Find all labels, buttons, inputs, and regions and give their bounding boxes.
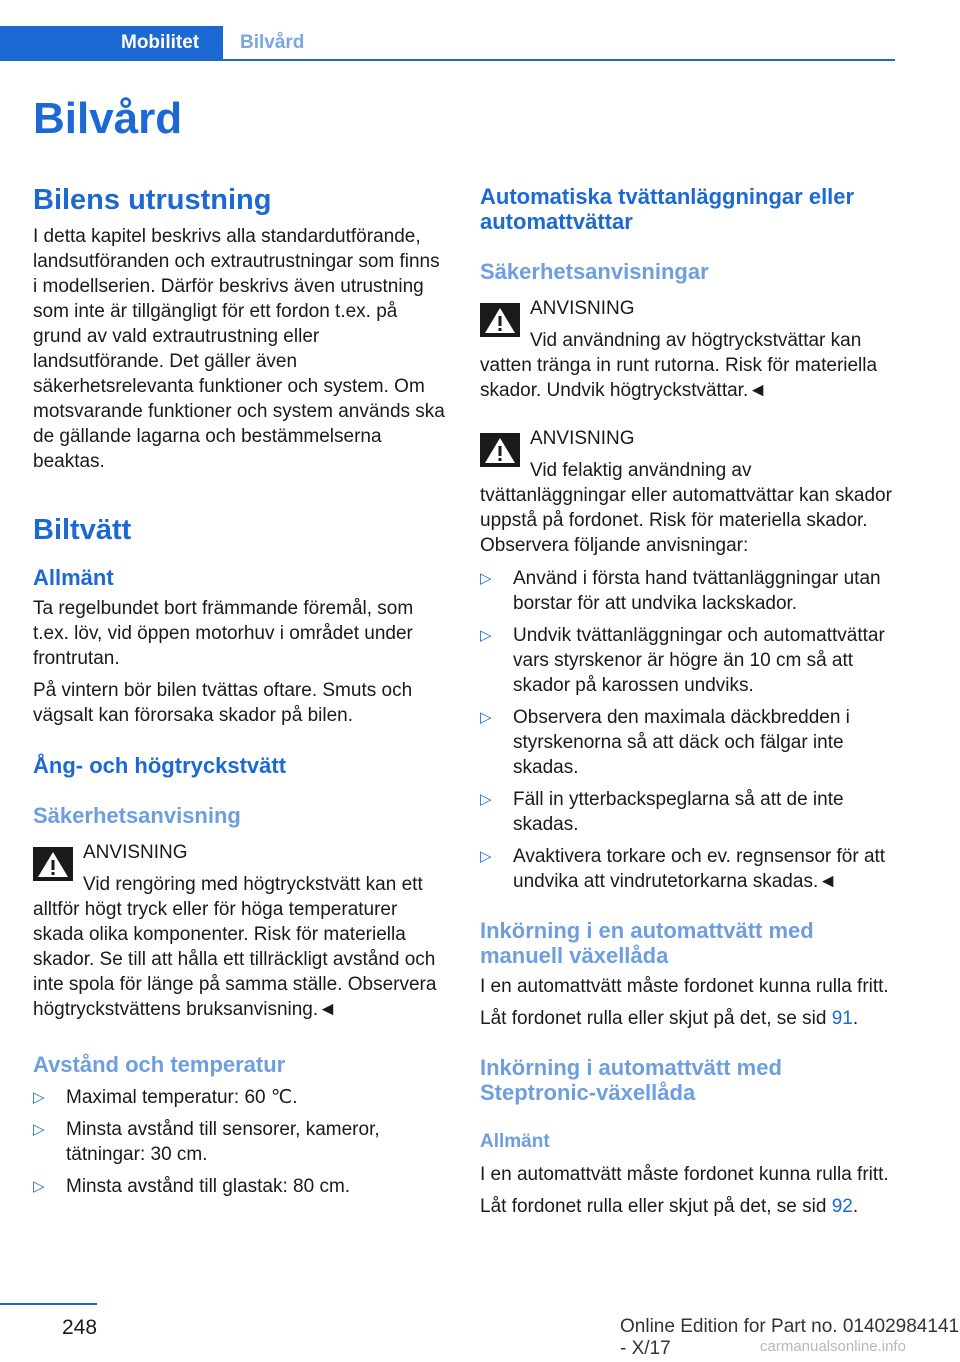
list-item: ▷ Använd i första hand tvättanläggningar utan borstar för att undvika lackskador. xyxy=(480,568,881,614)
list-item: ▷ Fäll in ytterbackspeglarna så att de inte skadas. xyxy=(480,789,844,835)
warning-label: ANVISNING xyxy=(83,841,188,863)
list-item: ▷ Minsta avstånd till sensorer, kameror, tätningar: 30 cm. xyxy=(33,1118,380,1165)
paragraph-steptronic-1: I en automattvätt måste fordonet kunna rulla fritt. xyxy=(480,1164,889,1185)
page-number: 248 xyxy=(62,1316,98,1339)
tab-mobilitet[interactable]: Mobilitet xyxy=(0,26,223,61)
list-item: ▷ Avaktivera torkare och ev. regnsensor för att undvika att vindrutetorkarna skadas.◄ xyxy=(480,846,886,892)
watermark: carmanualsonline.info xyxy=(760,1338,906,1355)
list-anvisningar xyxy=(480,566,895,894)
heading-bilens-utrustning: Bilens utrustning xyxy=(33,184,272,216)
top-navigation xyxy=(0,0,960,62)
warning-label: ANVISNING xyxy=(530,298,635,319)
warning-triangle-icon xyxy=(33,847,73,881)
triangle-right-bullet-icon: ▷ xyxy=(480,791,492,808)
right-column xyxy=(480,184,895,1219)
warning-triangle-icon xyxy=(480,433,520,467)
warning-notice xyxy=(33,840,448,1022)
warning-notice-1 xyxy=(480,296,895,403)
paragraph-biltvatt-1: Ta regelbundet bort främmande föremål, som t.ex. löv, vid öppen motorhuv i området under frontrutan. xyxy=(33,597,414,669)
list-item: ▷ Maximal temperatur: 60 ℃. xyxy=(33,1086,298,1108)
list-avstand xyxy=(33,1085,448,1199)
paragraph-biltvatt-2: På vintern bör bilen tvättas oftare. Smuts och vägsalt kan förorsaka skador på bilen. xyxy=(33,679,413,726)
triangle-right-bullet-icon: ▷ xyxy=(33,1120,45,1138)
edition-text: Online Edition for Part no. 01402984141 - X/17 xyxy=(620,1316,960,1359)
heading-sakerhetsanvisning: Säkerhetsanvisning xyxy=(33,802,241,828)
warning-text: Vid användning av högtryckstvättar kan vatten tränga in runt rutorna. Risk för materiella skador. Undvik högtryckstvättar.◄ xyxy=(480,330,878,401)
triangle-right-bullet-icon: ▷ xyxy=(480,570,492,587)
warning-text: Vid felaktig användning av tvättanläggningar eller automattvättar kan skador uppstå på fordonet. Risk för materiella skador. Observera följande anvisningar: xyxy=(480,460,892,556)
heading-automatiska-tvattanlaggningar: Automatiska tvättanläggningar eller automattvättar xyxy=(480,184,855,234)
nav-rule xyxy=(0,59,895,61)
heading-ang-hogtryck: Ång- och högtryckstvätt xyxy=(33,752,287,778)
heading-allmant-steptronic: Allmänt xyxy=(480,1131,550,1152)
warning-label: ANVISNING xyxy=(530,428,635,449)
footer-rule xyxy=(0,1303,97,1305)
page-link-91[interactable]: 91 xyxy=(831,1008,853,1029)
warning-triangle-icon xyxy=(480,303,520,337)
heading-avstand-temperatur: Avstånd och temperatur xyxy=(33,1051,286,1077)
heading-steptronic: Inkörning i automattvätt med Steptronic-växellåda xyxy=(480,1055,782,1105)
heading-biltvatt: Biltvätt xyxy=(33,514,132,547)
page-link-92[interactable]: 92 xyxy=(831,1196,853,1217)
triangle-right-bullet-icon: ▷ xyxy=(480,848,492,865)
paragraph-manuell-1: I en automattvätt måste fordonet kunna rulla fritt. xyxy=(480,976,889,997)
list-item: ▷ Observera den maximala däckbredden i styrskenorna så att däck och fälgar inte skadas. xyxy=(480,707,850,778)
warning-notice-2 xyxy=(480,426,895,558)
heading-manuell-vaxellada: Inkörning i en automattvätt med manuell växellåda xyxy=(480,918,814,968)
triangle-right-bullet-icon: ▷ xyxy=(33,1177,45,1195)
paragraph-steptronic-2: Låt fordonet rulla eller skjut på det, se sid 92. xyxy=(480,1196,859,1217)
list-item: ▷ Minsta avstånd till glastak: 80 cm. xyxy=(33,1175,351,1197)
triangle-right-bullet-icon: ▷ xyxy=(480,709,492,726)
paragraph-manuell-2: Låt fordonet rulla eller skjut på det, se sid 91. xyxy=(480,1008,859,1029)
heading-allmant: Allmänt xyxy=(33,564,114,590)
triangle-right-bullet-icon: ▷ xyxy=(33,1088,45,1106)
warning-text: Vid rengöring med högtryckstvätt kan ett alltför högt tryck eller för höga temperaturer skada olika komponenter. Risk för materiella skador. Se till att hålla ett tillräckligt avstånd och inte spola för länge på samma ställe. Observera högtryckstvättens bruksanvisning.◄ xyxy=(33,873,437,1020)
page-title: Bilvård xyxy=(33,94,183,143)
list-item: ▷ Undvik tvättanläggningar och automattvättar vars styrskenor är högre än 10 cm så att skador på karossen undviks. xyxy=(480,625,885,696)
left-column xyxy=(33,182,448,1206)
paragraph-utrustning: I detta kapitel beskrivs alla standardutförande, landsutföranden och extrautrustningar som finns i modellserien. Därför beskrivs även utrustning som inte är tillgängligt för ett fordon t.ex. på grund av vald extrautrustning eller landsutförande. Det gäller även säkerhetsrelevanta funktioner och system. Om motsvarande funktioner och system används ska de gällande lagarna och bestämmelserna beaktas. xyxy=(33,226,445,473)
triangle-right-bullet-icon: ▷ xyxy=(480,627,492,644)
tab-bilvard[interactable]: Bilvård xyxy=(240,32,305,53)
heading-sakerhetsanvisningar: Säkerhetsanvisningar xyxy=(480,259,709,284)
